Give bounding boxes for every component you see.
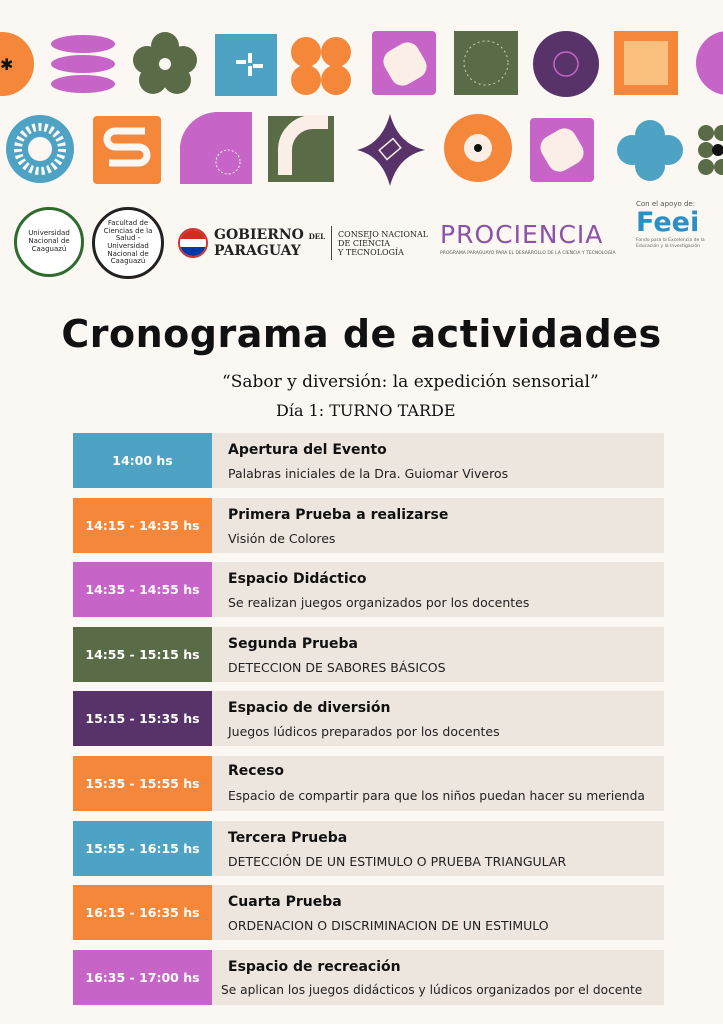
- time-slot: 16:15 - 16:35 hs: [73, 885, 212, 940]
- pink-circle-edge-shape: [696, 31, 723, 95]
- activity-title: Espacio Didáctico: [228, 571, 367, 587]
- prociencia-logo: PROCIENCIA PROGRAMA PARAGUAYO PARA EL DESARROLLO DE LA CIENCIA Y TECNOLOGÍA: [440, 220, 616, 256]
- gobierno-paraguay-logo: GOBIERNO DEL PARAGUAY CONSEJO NACIONAL DE CIENCIA Y TECNOLOGÍA: [178, 225, 428, 261]
- activity-title: Tercera Prueba: [228, 830, 348, 846]
- schedule-row: [73, 821, 664, 876]
- blue-square-plus-shape: [215, 34, 277, 96]
- activity-description: ORDENACION O DISCRIMINACION DE UN ESTIMULO: [228, 918, 549, 933]
- green-square-sunburst-shape: [454, 31, 518, 95]
- activity-title: Cuarta Prueba: [228, 894, 342, 910]
- pink-rounded-quarter-shape: [180, 112, 252, 184]
- schedule-row: [73, 562, 664, 617]
- page-title: Cronograma de actividades: [61, 312, 662, 356]
- activity-description: Espacio de compartir para que los niños puedan hacer su merienda: [228, 789, 645, 803]
- orange-s-block-shape: [93, 116, 161, 184]
- time-slot: 14:35 - 14:55 hs: [73, 562, 212, 617]
- activity-title: Primera Prueba a realizarse: [228, 507, 449, 523]
- orange-four-circles-shape: [291, 37, 351, 95]
- pink-square-starburst-shape-2: [530, 118, 594, 182]
- green-square-arc-shape: [268, 116, 334, 182]
- time-slot: 14:00 hs: [73, 433, 212, 488]
- paraguay-shield-icon: [178, 228, 208, 258]
- schedule-row: [73, 885, 664, 940]
- schedule-row: [73, 627, 664, 682]
- time-slot: 14:55 - 15:15 hs: [73, 627, 212, 682]
- activity-title: Receso: [228, 763, 285, 779]
- pink-square-starburst-shape: [372, 31, 436, 95]
- activity-title: Espacio de recreación: [228, 959, 401, 975]
- activity-description: Juegos lúdicos preparados por los docentes: [228, 724, 500, 739]
- schedule-row: [73, 756, 664, 811]
- orange-square-gradient-shape: [614, 31, 678, 95]
- time-slot: 15:35 - 15:55 hs: [73, 756, 212, 811]
- unca-seal-logo: Universidad Nacional de Caaguazú: [14, 207, 84, 277]
- time-slot: 14:15 - 14:35 hs: [73, 498, 212, 553]
- feei-logo: Con el apoyo de: Feei Fondo para la Excelencia de la Educación y la Investigación: [636, 200, 705, 249]
- purple-circle-mandala-shape: [533, 31, 599, 97]
- fcs-seal-logo: Facultad de Ciencias de la Salud - Universidad Nacional de Caaguazú: [92, 207, 164, 279]
- schedule-row: [73, 950, 664, 1005]
- activity-description: Se realizan juegos organizados por los docentes: [228, 595, 530, 610]
- time-slot: 16:35 - 17:00 hs: [73, 950, 212, 1005]
- activity-description: Se aplican los juegos didácticos y lúdicos organizados por el docente: [221, 983, 643, 997]
- purple-star-shape: [357, 114, 425, 186]
- day-label: Día 1: TURNO TARDE: [276, 401, 456, 420]
- activity-title: Espacio de diversión: [228, 700, 391, 716]
- schedule-row: [73, 498, 664, 553]
- schedule-row: [73, 433, 664, 488]
- schedule-row: [73, 691, 664, 746]
- conacyt-logo: CONSEJO NACIONAL DE CIENCIA Y TECNOLOGÍA: [338, 229, 429, 257]
- activity-description: DETECCIÓN DE UN ESTIMULO O PRUEBA TRIANGULAR: [228, 854, 567, 869]
- activity-description: DETECCION DE SABORES BÁSICOS: [228, 660, 446, 675]
- logos-strip: [0, 200, 723, 290]
- blue-sun-circle-shape: [6, 115, 74, 183]
- activity-description: Visión de Colores: [228, 531, 336, 546]
- time-slot: 15:55 - 16:15 hs: [73, 821, 212, 876]
- svg-text:✱: ✱: [0, 55, 14, 74]
- activity-title: Apertura del Evento: [228, 442, 387, 458]
- activity-title: Segunda Prueba: [228, 636, 358, 652]
- orange-circle-flower-shape: [444, 114, 512, 182]
- blue-flower-shape: [617, 120, 683, 181]
- activity-description: Palabras iniciales de la Dra. Guiomar Viveros: [228, 466, 509, 481]
- event-subtitle: “Sabor y diversión: la expedición sensorial”: [222, 372, 599, 392]
- time-slot: 15:15 - 15:35 hs: [73, 691, 212, 746]
- pink-stacked-pills-shape: [51, 35, 115, 93]
- decorative-shapes-banner: [0, 0, 723, 195]
